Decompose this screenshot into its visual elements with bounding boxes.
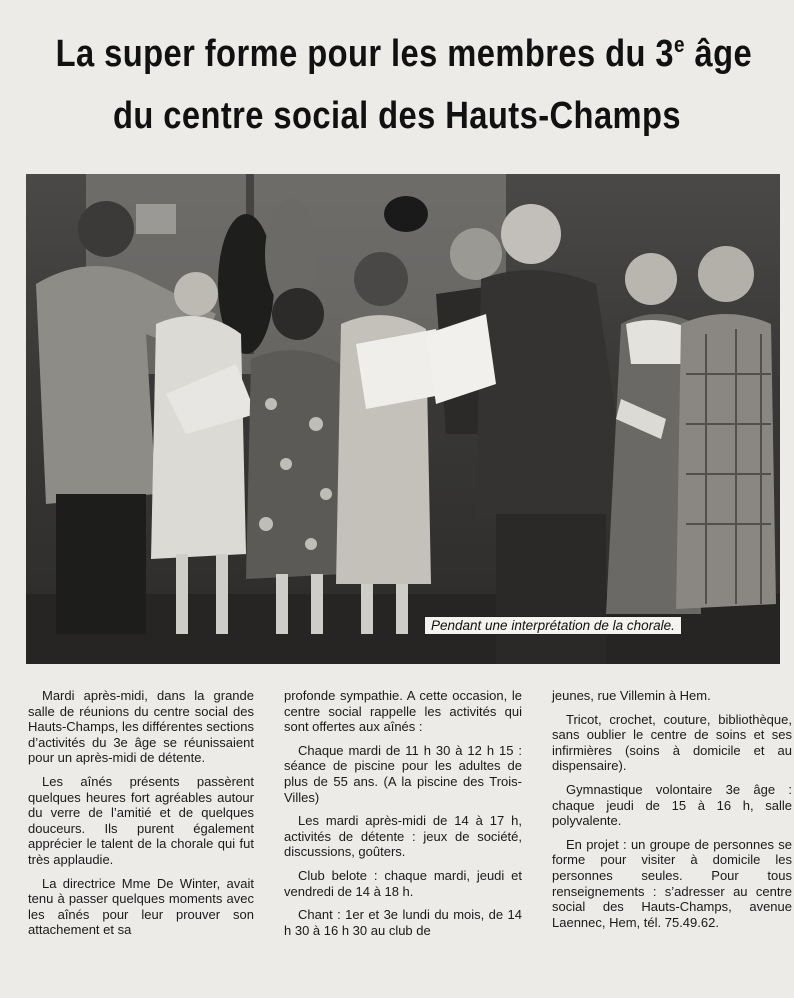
headline-line-2: du centre social des Hauts-Champs (112, 95, 682, 137)
article-paragraph: Club belote : chaque mardi, jeudi et vendredi de 14 à 18 h. (284, 867, 522, 899)
article-paragraph: Mardi après-midi, dans la grande salle de réunions du centre social des Hauts-Champs, les différentes sections d’activités du 3e âge se réunissaient pour un après-midi de détente. (28, 688, 254, 766)
headline-line-1-main: La super forme pour les membres du 3 (55, 33, 675, 75)
article-paragraph: En projet : un groupe de personnes se forme pour visiter à domicile les personnes seules. Pour tous renseignements : s’adresser au centre social des Hauts-Champs, avenue Laennec, Hem, tél. 75.49.62. (552, 836, 792, 930)
headline-line-1-end: âge (684, 33, 753, 75)
choir-photo (26, 174, 780, 664)
article-paragraph: La directrice Mme De Winter, avait tenu à passer quelques moments avec les aînés pour leur prouver son attachement et sa (28, 875, 254, 938)
headline-superscript: e (674, 32, 685, 57)
article-paragraph: Gymnastique volontaire 3e âge : chaque jeudi de 15 à 16 h, salle polyvalente. (552, 781, 792, 829)
choir-photo-illustration (26, 174, 780, 664)
article-paragraph: Chant : 1er et 3e lundi du mois, de 14 h 30 à 16 h 30 au club de (284, 907, 522, 938)
article-paragraph: Les aînés présents passèrent quelques heures fort agréables autour du verre de l’amitié et de quelques douceurs. Ils purent également apprécier le talent de la chorale qui fut très applaudie. (28, 773, 254, 867)
article-paragraph: jeunes, rue Villemin à Hem. (552, 688, 711, 703)
article-paragraph: profonde sympathie. A cette occasion, le centre social rappelle les activités qui sont offertes aux aînés : (284, 688, 522, 735)
article-paragraph: Chaque mardi de 11 h 30 à 12 h 15 : séance de piscine pour les adultes de plus de 55 ans. (A la piscine des Trois-Villes) (284, 742, 522, 805)
photo-caption: Pendant une interprétation de la chorale. (424, 616, 682, 635)
article-column-1 (28, 688, 254, 946)
article-paragraph: Tricot, crochet, couture, bibliothèque, sans oublier le centre de soins et ses infirmières (soins à domicile et au dispensaire). (552, 711, 792, 774)
headline-line-1 (55, 14, 753, 85)
headline (55, 14, 753, 147)
article-column-3 (552, 688, 792, 938)
article-column-2 (284, 688, 522, 946)
article-paragraph: Les mardi après-midi de 14 à 17 h, activités de détente : jeux de société, discussions, goûters. (284, 813, 522, 860)
